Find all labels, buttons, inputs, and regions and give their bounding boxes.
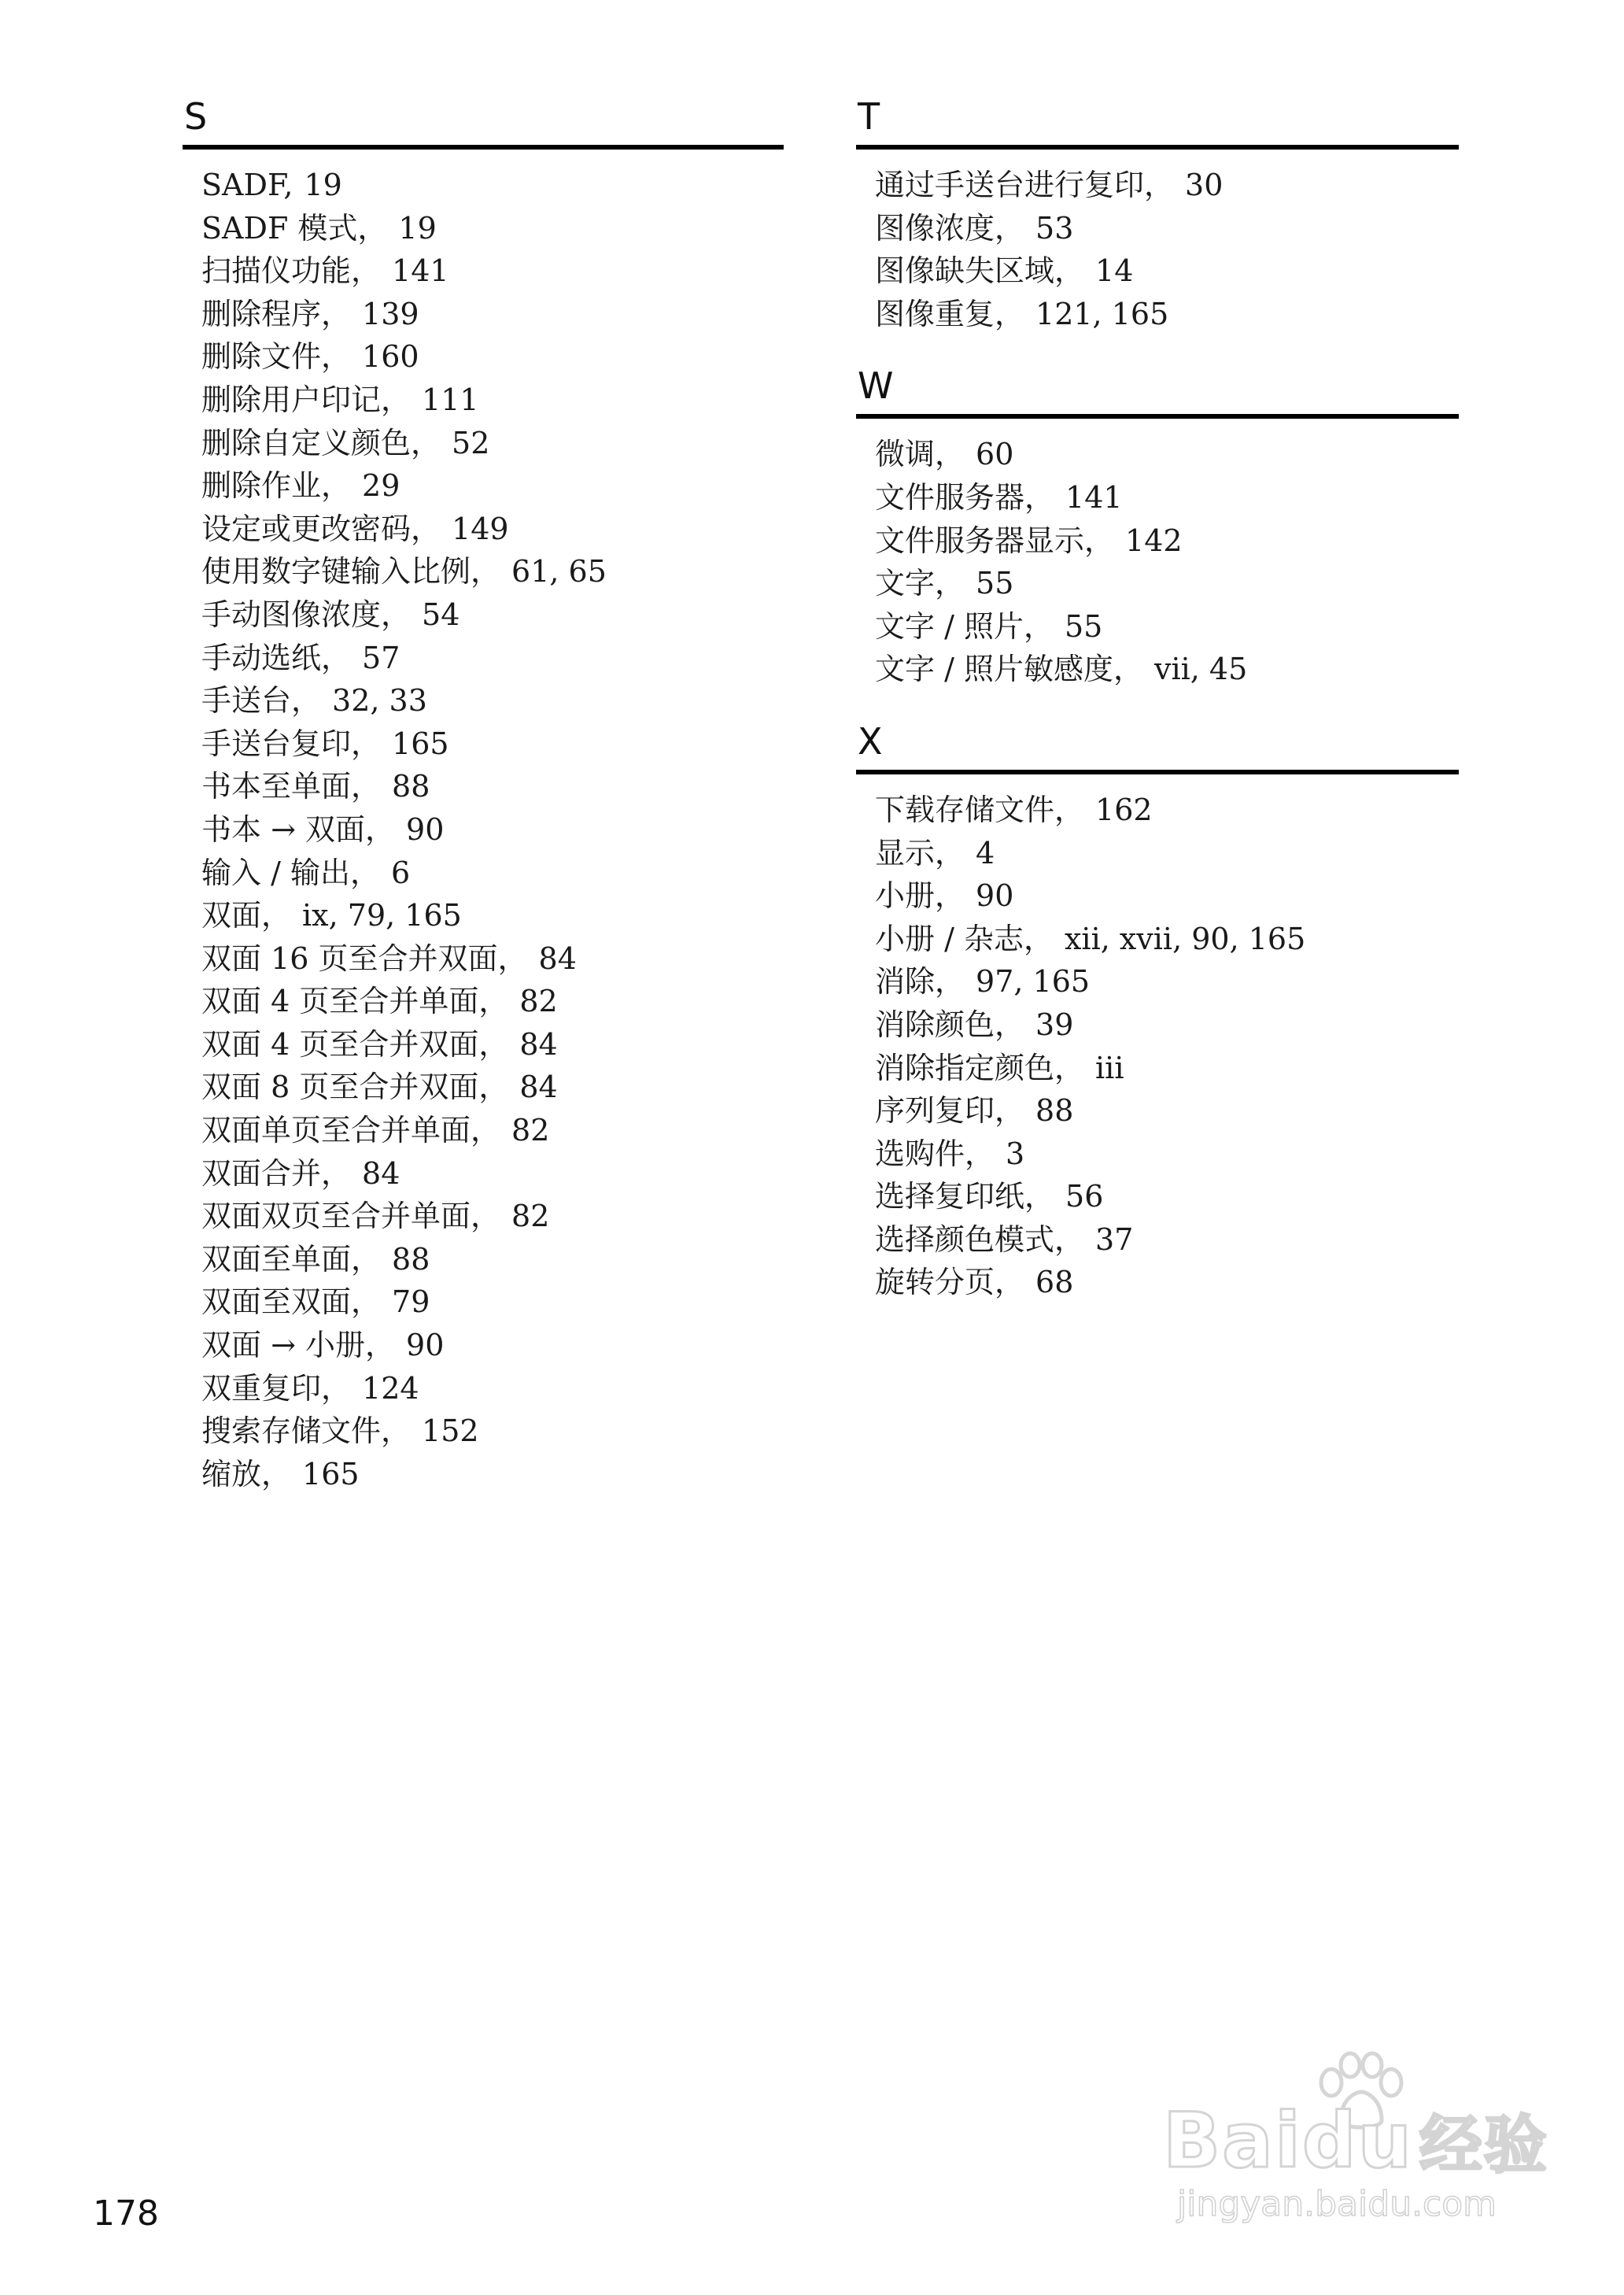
watermark-logo-cn: 经验 bbox=[1419, 2108, 1548, 2182]
index-entry-term: 下载存储文件 bbox=[875, 792, 1055, 827]
index-entry-pages: 84 bbox=[362, 1155, 400, 1191]
index-entry-term: 书本 → 双面 bbox=[201, 811, 365, 847]
index-entry-pages: 53 bbox=[1035, 210, 1074, 246]
index-entry bbox=[875, 960, 1459, 1003]
index-entry-term: SADF bbox=[201, 168, 284, 202]
index-entry-pages: 6 bbox=[390, 855, 411, 890]
index-entry-separator: ， bbox=[321, 1370, 352, 1406]
section-divider bbox=[856, 770, 1459, 774]
index-entry-term: 文字 / 照片 bbox=[875, 608, 1024, 644]
index-entry-separator: ， bbox=[261, 898, 292, 933]
index-entry-separator: ， bbox=[261, 1456, 292, 1491]
index-entry-pages: 152 bbox=[422, 1414, 479, 1449]
index-entry bbox=[875, 648, 1459, 691]
index-entry bbox=[201, 808, 784, 852]
index-entry bbox=[201, 593, 784, 637]
index-entry-pages: 82 bbox=[511, 1113, 550, 1148]
index-entry-separator: ， bbox=[478, 1026, 509, 1062]
index-entry-pages: 68 bbox=[1035, 1265, 1074, 1300]
index-entry-pages: 84 bbox=[519, 1026, 558, 1062]
index-entry-term: 双面 16 页至合并双面 bbox=[201, 941, 498, 976]
watermark-logo-latin: Baidu bbox=[1163, 2097, 1413, 2185]
index-entry-pages: 141 bbox=[392, 253, 449, 289]
index-entry-separator: ， bbox=[995, 1265, 1025, 1300]
index-entry-pages: iii bbox=[1095, 1050, 1124, 1085]
index-entry-term: 选择复印纸 bbox=[875, 1179, 1025, 1214]
index-entry-separator: ， bbox=[351, 253, 382, 289]
index-entry-pages: 162 bbox=[1095, 792, 1153, 827]
index-entry-term: 手动图像浓度 bbox=[201, 597, 382, 632]
index-entry-pages: 32, 33 bbox=[332, 683, 427, 719]
index-entry-term: 输入 / 输出 bbox=[201, 855, 350, 890]
index-entry bbox=[875, 1175, 1459, 1218]
index-entry bbox=[201, 637, 784, 680]
index-entry bbox=[875, 789, 1459, 832]
index-entry-term: 手送台 bbox=[201, 683, 292, 719]
watermark-url: jingyan.baidu.com bbox=[1177, 2184, 1497, 2224]
index-column-right bbox=[856, 94, 1459, 1332]
index-entry-term: 显示 bbox=[875, 835, 936, 870]
index-entry-term: 缩放 bbox=[201, 1456, 262, 1491]
index-entry bbox=[201, 1410, 784, 1453]
index-entry-term: 双面至双面 bbox=[201, 1284, 352, 1320]
index-entry-pages: 142 bbox=[1125, 523, 1183, 558]
index-entry-term: 手动选纸 bbox=[201, 640, 322, 675]
index-entry-separator: ， bbox=[321, 339, 352, 375]
index-entry-separator: ， bbox=[351, 1284, 382, 1320]
index-entry-pages: 82 bbox=[519, 984, 558, 1019]
index-entry-pages: 88 bbox=[1035, 1093, 1074, 1129]
index-entry-separator: ， bbox=[471, 554, 501, 589]
index-entry-pages: 55 bbox=[976, 566, 1014, 601]
index-entry bbox=[201, 550, 784, 593]
index-entry-separator: ， bbox=[995, 210, 1025, 246]
index-entry-term: 书本至单面 bbox=[201, 769, 352, 804]
section-letter: X bbox=[858, 719, 883, 763]
index-entry bbox=[875, 433, 1459, 476]
index-entry-separator: ， bbox=[321, 1155, 352, 1191]
index-entry-term: 使用数字键输入比例 bbox=[201, 554, 471, 589]
index-entry-pages: 55 bbox=[1064, 608, 1103, 644]
index-entry bbox=[201, 1023, 784, 1066]
index-section-t bbox=[856, 94, 1459, 335]
index-section-s bbox=[183, 94, 784, 1495]
index-entry-term: 选购件 bbox=[875, 1136, 965, 1171]
index-entry bbox=[875, 605, 1459, 649]
index-entry-term: 小册 bbox=[875, 878, 936, 914]
index-entry-separator: ， bbox=[935, 437, 965, 472]
index-entry-separator: ， bbox=[935, 566, 965, 601]
index-entry-separator: ， bbox=[349, 855, 380, 890]
index-entry-term: 选择颜色模式 bbox=[875, 1221, 1055, 1257]
section-letter: W bbox=[858, 364, 894, 408]
index-entry-term: 图像重复 bbox=[875, 296, 995, 331]
index-entry-pages: 52 bbox=[452, 425, 490, 460]
index-entry-separator: ， bbox=[321, 296, 352, 331]
index-entry-separator: , bbox=[283, 168, 293, 202]
index-entry bbox=[201, 464, 784, 508]
index-entry-term: 双面 8 页至合并双面 bbox=[201, 1070, 479, 1105]
index-entry-term: 手送台复印 bbox=[201, 726, 352, 761]
index-entry bbox=[201, 1109, 784, 1152]
index-entry bbox=[201, 164, 784, 207]
index-entry-pages: 88 bbox=[392, 1241, 430, 1277]
section-letter: S bbox=[184, 95, 208, 138]
index-entry-separator: ， bbox=[411, 425, 441, 460]
index-entry-term: 删除程序 bbox=[201, 296, 322, 331]
index-entry-pages: 39 bbox=[1035, 1007, 1074, 1042]
index-entry bbox=[875, 519, 1459, 563]
index-entry-separator: ， bbox=[381, 597, 412, 632]
index-entry-separator: ， bbox=[291, 683, 322, 719]
index-entry-pages: 60 bbox=[976, 437, 1014, 472]
index-entry-pages: 57 bbox=[362, 640, 400, 675]
index-entry-pages: ix, 79, 165 bbox=[302, 898, 462, 933]
index-entry-term: 设定或更改密码 bbox=[201, 511, 412, 546]
index-entry-pages: 90 bbox=[976, 878, 1014, 914]
index-entry-separator: ， bbox=[365, 811, 396, 847]
index-entry-term: 删除文件 bbox=[201, 339, 322, 375]
index-entry-pages: 37 bbox=[1095, 1221, 1134, 1257]
index-entry-term: 双面合并 bbox=[201, 1155, 322, 1191]
index-entry-separator: ， bbox=[1054, 792, 1085, 827]
index-entry-term: 消除颜色 bbox=[875, 1007, 995, 1042]
index-entry-term: 双面双页至合并单面 bbox=[201, 1199, 471, 1234]
index-entry-pages: 19 bbox=[304, 168, 342, 202]
index-entry-separator: ， bbox=[357, 210, 388, 246]
index-entry bbox=[201, 679, 784, 722]
index-entry-pages: 165 bbox=[392, 726, 449, 761]
index-entry-pages: 97, 165 bbox=[976, 964, 1091, 1000]
index-entry-term: 文字 / 照片敏感度 bbox=[875, 652, 1113, 687]
index-entry-pages: 141 bbox=[1065, 479, 1123, 515]
section-divider bbox=[856, 414, 1459, 419]
index-entry-term: SADF 模式 bbox=[201, 210, 358, 246]
index-entry-separator: ， bbox=[411, 511, 441, 546]
index-entry bbox=[201, 335, 784, 379]
index-entry-list bbox=[856, 789, 1459, 1304]
index-entry-pages: 111 bbox=[422, 382, 479, 417]
index-entry bbox=[201, 852, 784, 895]
index-entry bbox=[875, 207, 1459, 250]
index-entry-pages: 14 bbox=[1095, 253, 1134, 289]
index-entry-pages: 61, 65 bbox=[511, 554, 607, 589]
index-entry-pages: 54 bbox=[422, 597, 460, 632]
index-entry-pages: 139 bbox=[362, 296, 419, 331]
section-letter: T bbox=[858, 95, 880, 138]
index-entry bbox=[201, 1281, 784, 1324]
index-entry bbox=[201, 207, 784, 250]
index-entry-separator: ， bbox=[1024, 1179, 1055, 1214]
index-entry-separator: ， bbox=[471, 1199, 501, 1234]
index-section-x bbox=[856, 719, 1459, 1304]
index-entry-term: 消除 bbox=[875, 964, 936, 1000]
index-entry-list bbox=[183, 164, 784, 1495]
index-entry-separator: ， bbox=[1054, 253, 1085, 289]
index-entry-term: 序列复印 bbox=[875, 1093, 995, 1129]
index-entry-list bbox=[856, 164, 1459, 335]
index-entry-term: 删除用户印记 bbox=[201, 382, 382, 417]
index-entry-separator: ， bbox=[1023, 921, 1054, 956]
index-entry bbox=[201, 508, 784, 551]
baidu-jingyan-watermark bbox=[1163, 2051, 1556, 2224]
index-entry-pages: 84 bbox=[519, 1070, 558, 1105]
index-entry-term: 图像浓度 bbox=[875, 210, 995, 246]
index-entry bbox=[201, 422, 784, 465]
index-entry-term: 双重复印 bbox=[201, 1370, 322, 1406]
index-entry bbox=[201, 293, 784, 336]
index-entry-term: 删除自定义颜色 bbox=[201, 425, 412, 460]
index-entry-separator: ， bbox=[995, 1007, 1025, 1042]
index-entry bbox=[201, 379, 784, 422]
index-entry bbox=[875, 249, 1459, 293]
index-entry-separator: ， bbox=[478, 1070, 509, 1105]
index-entry bbox=[201, 937, 784, 981]
index-entry bbox=[875, 164, 1459, 207]
index-entry-term: 图像缺失区域 bbox=[875, 253, 1055, 289]
index-entry-pages: 165 bbox=[302, 1456, 360, 1491]
index-entry bbox=[201, 1367, 784, 1410]
index-entry-separator: ， bbox=[995, 1093, 1025, 1129]
index-entry-term: 文件服务器 bbox=[875, 479, 1025, 515]
index-entry bbox=[875, 476, 1459, 519]
index-entry bbox=[875, 1133, 1459, 1176]
index-entry-term: 文件服务器显示 bbox=[875, 523, 1085, 558]
index-entry-pages: 30 bbox=[1185, 168, 1224, 202]
index-entry-pages: 19 bbox=[398, 210, 437, 246]
index-entry bbox=[201, 980, 784, 1023]
index-entry-term: 双面 4 页至合并单面 bbox=[201, 984, 479, 1019]
index-entry-pages: 149 bbox=[452, 511, 509, 546]
index-entry-pages: 88 bbox=[392, 769, 430, 804]
index-entry-pages: 29 bbox=[362, 468, 400, 504]
index-entry-term: 双面 4 页至合并双面 bbox=[201, 1026, 479, 1062]
index-entry bbox=[201, 894, 784, 937]
index-entry-term: 消除指定颜色 bbox=[875, 1050, 1055, 1085]
index-entry bbox=[875, 1261, 1459, 1304]
index-entry-pages: 82 bbox=[511, 1199, 550, 1234]
index-section-w bbox=[856, 364, 1459, 691]
index-entry-separator: ， bbox=[995, 296, 1025, 331]
index-entry bbox=[875, 832, 1459, 875]
index-entry-separator: ， bbox=[365, 1328, 396, 1363]
index-entry-separator: ， bbox=[351, 769, 382, 804]
index-entry-pages: 90 bbox=[406, 1328, 445, 1363]
index-entry-pages: 90 bbox=[406, 811, 445, 847]
index-entry-term: 小册 / 杂志 bbox=[875, 921, 1024, 956]
index-column-left bbox=[183, 94, 784, 1524]
index-entry-separator: ， bbox=[935, 964, 965, 1000]
index-entry bbox=[201, 249, 784, 293]
index-entry-term: 删除作业 bbox=[201, 468, 322, 504]
index-entry-pages: 124 bbox=[362, 1370, 419, 1406]
index-entry-separator: ， bbox=[381, 382, 412, 417]
watermark-logo bbox=[1163, 2097, 1548, 2185]
index-entry-pages: 160 bbox=[362, 339, 419, 375]
index-entry-separator: ， bbox=[1084, 523, 1115, 558]
index-entry-pages: vii, 45 bbox=[1153, 652, 1248, 687]
index-entry bbox=[201, 1066, 784, 1109]
index-entry-separator: ， bbox=[497, 941, 528, 976]
index-entry-pages: 4 bbox=[976, 835, 995, 870]
index-entry-term: 双面 bbox=[201, 898, 262, 933]
index-entry bbox=[201, 722, 784, 766]
index-entry-term: 双面至单面 bbox=[201, 1241, 352, 1277]
index-entry-separator: ， bbox=[381, 1414, 412, 1449]
index-entry bbox=[875, 918, 1459, 961]
index-entry bbox=[201, 765, 784, 808]
index-entry-separator: ， bbox=[935, 878, 965, 914]
index-entry-separator: ， bbox=[321, 640, 352, 675]
index-entry bbox=[875, 1003, 1459, 1047]
index-entry bbox=[201, 1195, 784, 1238]
index-entry-separator: ， bbox=[1054, 1221, 1085, 1257]
index-entry-term: 双面单页至合并单面 bbox=[201, 1113, 471, 1148]
index-entry-separator: ， bbox=[965, 1136, 995, 1171]
index-entry-term: 旋转分页 bbox=[875, 1265, 995, 1300]
index-entry bbox=[875, 1047, 1459, 1090]
index-entry bbox=[875, 1089, 1459, 1133]
index-entry-pages: 56 bbox=[1065, 1179, 1104, 1214]
index-entry bbox=[875, 562, 1459, 605]
page-number: 178 bbox=[93, 2193, 159, 2234]
index-entry-separator: ， bbox=[351, 1241, 382, 1277]
index-entry-term: 通过手送台进行复印 bbox=[875, 168, 1145, 202]
section-divider bbox=[856, 145, 1459, 150]
index-entry-separator: ， bbox=[1144, 168, 1175, 202]
index-entry-separator: ， bbox=[478, 984, 509, 1019]
index-entry-term: 双面 → 小册 bbox=[201, 1328, 365, 1363]
index-entry bbox=[201, 1453, 784, 1496]
section-divider bbox=[183, 145, 784, 150]
index-entry bbox=[875, 1218, 1459, 1262]
index-entry-term: 文字 bbox=[875, 566, 936, 601]
index-entry-separator: ， bbox=[935, 835, 965, 870]
index-entry-separator: ， bbox=[1113, 652, 1143, 687]
index-entry-list bbox=[856, 433, 1459, 691]
index-entry-separator: ， bbox=[471, 1113, 501, 1148]
index-entry-separator: ， bbox=[321, 468, 352, 504]
index-entry bbox=[201, 1152, 784, 1196]
index-entry-term: 扫描仪功能 bbox=[201, 253, 352, 289]
index-entry-separator: ， bbox=[1054, 1050, 1085, 1085]
index-entry-separator: ， bbox=[1023, 608, 1054, 644]
index-entry-separator: ， bbox=[1024, 479, 1055, 515]
index-entry bbox=[201, 1324, 784, 1367]
index-entry-pages: xii, xvii, 90, 165 bbox=[1064, 921, 1306, 956]
index-entry bbox=[201, 1238, 784, 1281]
index-entry-separator: ， bbox=[351, 726, 382, 761]
index-entry-pages: 3 bbox=[1006, 1136, 1025, 1171]
index-entry bbox=[875, 874, 1459, 918]
index-entry-term: 搜索存储文件 bbox=[201, 1414, 382, 1449]
index-entry-pages: 84 bbox=[538, 941, 577, 976]
index-entry-pages: 121, 165 bbox=[1035, 296, 1169, 331]
index-entry-pages: 79 bbox=[392, 1284, 430, 1320]
index-entry bbox=[875, 293, 1459, 336]
index-entry-term: 微调 bbox=[875, 437, 936, 472]
